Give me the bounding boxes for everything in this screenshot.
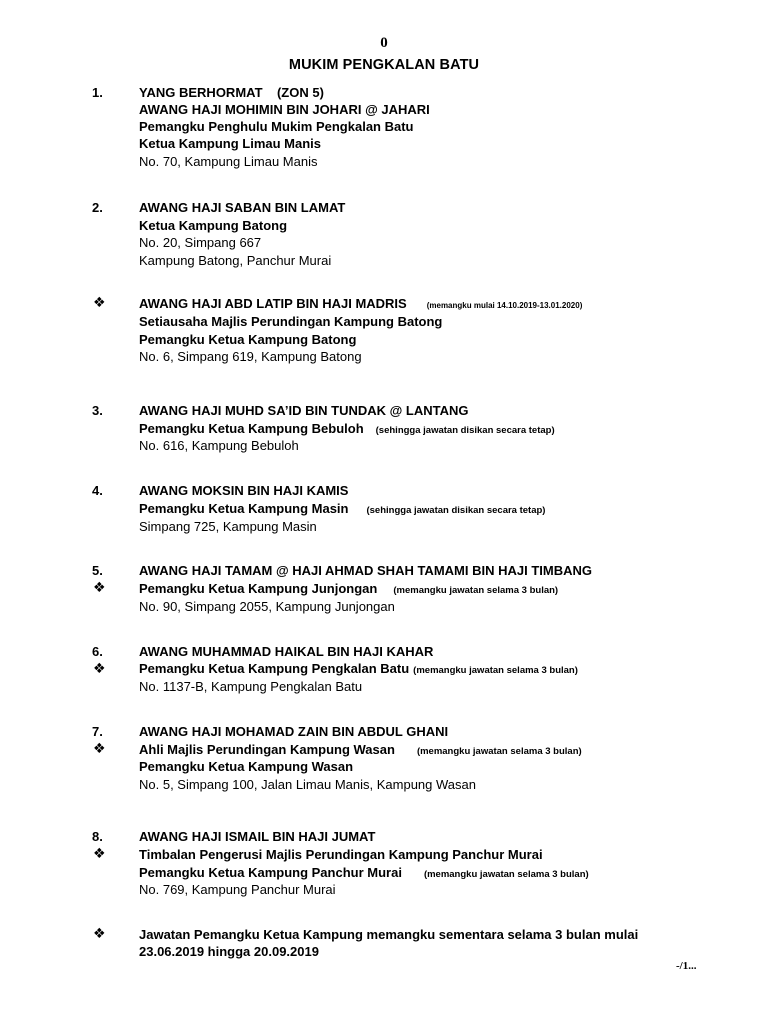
entry-2-marker: 2. xyxy=(92,200,103,215)
entry-5-line-1: AWANG HAJI TAMAM @ HAJI AHMAD SHAH TAMAMI BIN HAJI TIMBANG xyxy=(139,563,592,578)
entry-3-line-1: AWANG HAJI MUHD SA’ID BIN TUNDAK @ LANTANG xyxy=(139,403,469,418)
entry-6-role: Pemangku Ketua Kampung Pengkalan Batu xyxy=(139,661,410,676)
entry-8-line-4: No. 769, Kampung Panchur Murai xyxy=(139,882,336,897)
footnote-line-2: 23.06.2019 hingga 20.09.2019 xyxy=(139,944,319,959)
entry-diamond-line-2: Setiausaha Majlis Perundingan Kampung Batong xyxy=(139,314,443,329)
entry-4-line-2 xyxy=(139,500,545,519)
entry-diamond-marker: ❖ xyxy=(93,294,106,310)
entry-7-line-3: Pemangku Ketua Kampung Wasan xyxy=(139,759,354,774)
entry-4-marker: 4. xyxy=(92,483,103,498)
entry-3-marker: 3. xyxy=(92,403,103,418)
entry-6-line-2 xyxy=(139,660,578,679)
entry-3-note: (sehingga jawatan disikan secara tetap) xyxy=(375,425,555,436)
entry-6-line-1: AWANG MUHAMMAD HAIKAL BIN HAJI KAHAR xyxy=(139,644,434,659)
entry-1-line-5: No. 70, Kampung Limau Manis xyxy=(139,154,318,169)
entry-1-marker: 1. xyxy=(92,85,103,100)
entry-1-line-1: YANG BERHORMAT (ZON 5) xyxy=(139,85,324,100)
entry-8-line-2: Timbalan Pengerusi Majlis Perundingan Kampung Panchur Murai xyxy=(139,847,543,862)
entry-8-marker: 8. xyxy=(92,829,103,844)
entry-1-line-2: AWANG HAJI MOHIMIN BIN JOHARI @ JAHARI xyxy=(139,102,430,117)
entry-4-line-3: Simpang 725, Kampung Masin xyxy=(139,519,317,534)
entry-5-role: Pemangku Ketua Kampung Junjongan xyxy=(139,581,378,596)
entry-8-role: Pemangku Ketua Kampung Panchur Murai xyxy=(139,865,402,880)
entry-5-line-3: No. 90, Simpang 2055, Kampung Junjongan xyxy=(139,599,395,614)
entry-4-line-1: AWANG MOKSIN BIN HAJI KAMIS xyxy=(139,483,349,498)
entry-diamond-name: AWANG HAJI ABD LATIP BIN HAJI MADRIS xyxy=(139,296,407,311)
entry-5-note: (memangku jawatan selama 3 bulan) xyxy=(393,585,559,596)
footnote-marker: ❖ xyxy=(93,925,106,941)
entry-7-role: Ahli Majlis Perundingan Kampung Wasan xyxy=(139,742,395,757)
entry-6-marker: 6. xyxy=(92,644,103,659)
entry-5-line-2 xyxy=(139,580,558,599)
entry-6-line-3: No. 1137-B, Kampung Pengkalan Batu xyxy=(139,679,363,694)
entry-1-line-3: Pemangku Penghulu Mukim Pengkalan Batu xyxy=(139,119,414,134)
entry-2-line-3: No. 20, Simpang 667 xyxy=(139,235,262,250)
entry-2-line-1: AWANG HAJI SABAN BIN LAMAT xyxy=(139,200,346,215)
entry-7-marker-symbol: ❖ xyxy=(93,740,106,756)
entry-6-note: (memangku jawatan selama 3 bulan) xyxy=(413,665,578,676)
entry-7-line-4: No. 5, Simpang 100, Jalan Limau Manis, Kampung Wasan xyxy=(139,777,476,792)
entry-8-note: (memangku jawatan selama 3 bulan) xyxy=(423,869,589,880)
page-continuation: -/1... xyxy=(676,960,697,972)
entry-3-line-3: No. 616, Kampung Bebuloh xyxy=(139,438,299,453)
entry-2-line-4: Kampung Batong, Panchur Murai xyxy=(139,253,332,268)
entry-1-line-4: Ketua Kampung Limau Manis xyxy=(139,136,322,151)
entry-6-marker-symbol: ❖ xyxy=(93,660,106,676)
entry-8-marker-symbol: ❖ xyxy=(93,845,106,861)
entry-7-marker: 7. xyxy=(92,724,103,739)
entry-7-line-1: AWANG HAJI MOHAMAD ZAIN BIN ABDUL GHANI xyxy=(139,724,449,739)
entry-diamond-line-4: No. 6, Simpang 619, Kampung Batong xyxy=(139,349,362,364)
entry-4-note: (sehingga jawatan disikan secara tetap) xyxy=(366,505,546,516)
entry-3-role: Pemangku Ketua Kampung Bebuloh xyxy=(139,421,364,436)
entry-4-role: Pemangku Ketua Kampung Masin xyxy=(139,501,349,516)
entry-diamond-line-1 xyxy=(139,295,582,314)
entry-7-note: (memangku jawatan selama 3 bulan) xyxy=(416,746,582,757)
entry-8-line-1: AWANG HAJI ISMAIL BIN HAJI JUMAT xyxy=(139,829,376,844)
entry-5-marker-symbol: ❖ xyxy=(93,579,106,595)
entry-2-line-2: Ketua Kampung Batong xyxy=(139,218,288,233)
entry-5-marker: 5. xyxy=(92,563,103,578)
page-number: 0 xyxy=(380,35,388,51)
page-title: MUKIM PENGKALAN BATU xyxy=(288,57,480,73)
entry-diamond-line-3: Pemangku Ketua Kampung Batong xyxy=(139,332,357,347)
entry-diamond-note: (memangku mulai 14.10.2019-13.01.2020) xyxy=(426,301,583,310)
footnote-line-1: Jawatan Pemangku Ketua Kampung memangku sementara selama 3 bulan mulai xyxy=(139,927,639,942)
